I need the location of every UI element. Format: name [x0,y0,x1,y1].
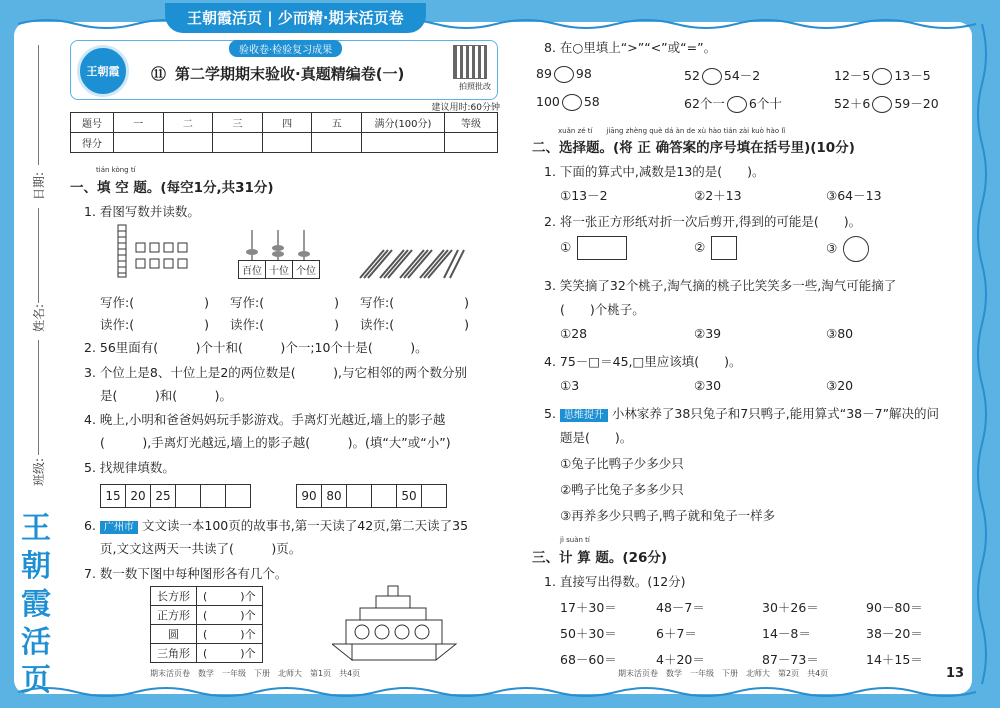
score-cell[interactable] [312,133,362,153]
sec2-pinyin: xuǎn zé tí jiāng zhèng què dá àn de xù hào tián zài kuò hào lǐ [558,127,786,135]
score-cell[interactable] [163,133,213,153]
c5-opt-2[interactable]: ②鸭子比兔子多多少只 [560,482,684,497]
score-cell[interactable] [262,133,312,153]
footer-right: 期末活页卷 数学 一年级 下册 北师大 第2页 共4页 [618,669,829,678]
c3-line1: 3. 笑笑摘了32个桃子,淘气摘的桃子比笑笑多一些,淘气可能摘了 [544,278,897,293]
shape-count-table: 长方形 ( )个 正方形 ( )个 圆 ( )个 三角形 ( )个 [150,586,263,663]
c4-opt-3[interactable]: ③20 [826,378,854,393]
date-label: 日期: [32,171,46,200]
c3-opt-1[interactable]: ①28 [560,326,588,341]
name-line [38,208,39,303]
compare-item: 52＋6 59－20 [834,96,939,111]
compare-item: 62个一 6个十 [684,96,782,111]
q3-line2: 是( )和( )。 [100,388,233,403]
q8-text: 8. 在○里填上“>”“<”或“=”。 [544,40,717,55]
calc-question: 1. 直接写出得数。(12分) [544,574,686,589]
calc-item[interactable]: 6＋7＝ [656,626,697,641]
section-3-title: 三、计 算 题。(26分) [532,550,668,566]
c5-opt-1[interactable]: ①兔子比鸭子少多少只 [560,456,684,471]
score-cell[interactable] [362,133,445,153]
c4-opt-2[interactable]: ②30 [694,378,722,393]
q7-text: 7. 数一数下图中每种图形各有几个。 [84,566,288,581]
section-1-title: 一、填 空 题。(每空1分,共31分) [70,180,274,196]
c5-line1: 5. 思维提升 小林家养了38只兔子和7只鸭子,能用算式“38－7”解决的问 [544,406,940,421]
counting-rods [238,228,318,262]
rectangle-shape [577,236,627,260]
q4-line2: ( ),手离灯光越远,墙上的影子越( )。(填“大”或“小”) [100,435,451,450]
c4-question: 4. 75－□＝45,□里应该填( )。 [544,354,742,369]
calc-item[interactable]: 14－8＝ [762,626,811,641]
compare-item: 89 98 [536,66,592,81]
c3-line2: ( )个桃子。 [560,302,645,317]
q1-text: 1. 看图写数并读数。 [84,204,200,219]
brand-logo: 王朝霞 [77,45,129,97]
score-table: 题号 一 二 三 四 五 满分(100分) 等级 得分 [70,112,498,153]
calc-item[interactable]: 87－73＝ [762,652,819,667]
c1-question: 1. 下面的算式中,减数是13的是( )。 [544,164,765,179]
score-cell[interactable] [445,133,498,153]
ship-figure [332,584,458,664]
c3-opt-3[interactable]: ③80 [826,326,854,341]
exam-number: ⑪ [151,65,167,83]
left-page [70,38,500,678]
calc-item[interactable]: 68－60＝ [560,652,617,667]
q1-write-3: 写作:( ) [360,295,469,310]
exam-title: 第二学期期末验收·真题精编卷(一) [175,65,405,83]
calc-item[interactable]: 4＋20＝ [656,652,705,667]
q4-line1: 4. 晚上,小明和爸爸妈妈玩手影游戏。手离灯光越近,墙上的影子越 [84,412,446,427]
base-ten-blocks [114,223,224,281]
q1-read-1: 读作:( ) [100,317,209,332]
c2-opt-2[interactable]: ② [694,236,737,260]
q1-write-2: 写作:( ) [230,295,339,310]
compare-item: 12－5 13－5 [834,68,931,83]
brand-banner: 王朝霞活页 | 少而精·期末活页卷 [165,3,426,33]
class-line [38,340,39,455]
c1-opt-3[interactable]: ③64－13 [826,188,882,203]
thinking-tag: 思维提升 [560,409,608,422]
q1-write-1: 写作:( ) [100,295,209,310]
name-label: 姓名: [32,303,46,332]
score-cell[interactable] [114,133,164,153]
page-number: 13 [946,666,965,681]
date-line [38,45,39,165]
right-page [532,32,972,682]
suggested-time: 建议用时:60分钟 [431,103,500,113]
region-tag: 广州市 [100,521,138,534]
c4-opt-1[interactable]: ①3 [560,378,580,393]
c2-question: 2. 将一张正方形纸对折一次后剪开,得到的可能是( )。 [544,214,862,229]
calc-item[interactable]: 14＋15＝ [866,652,923,667]
q6-line2: 页,文文这两天一共读了( )页。 [100,541,302,556]
c2-opt-1[interactable]: ① [560,236,627,260]
q1-read-3: 读作:( ) [360,317,469,332]
calc-item[interactable]: 17＋30＝ [560,600,617,615]
sequence-2: 90 80 50 [296,484,447,508]
calc-item[interactable]: 30＋26＝ [762,600,819,615]
q5-text: 5. 找规律填数。 [84,460,175,475]
compare-item: 52 54－2 [684,68,761,83]
calc-item[interactable]: 48－7＝ [656,600,705,615]
score-cell[interactable] [213,133,263,153]
sec3-pinyin: jì suàn tí [560,536,590,544]
qr-label: 拍照批改 [459,82,491,91]
footer-left: 期末活页卷 数学 一年级 下册 北师大 第1页 共4页 [150,669,361,678]
exam-header [70,40,498,100]
stick-bundles [358,244,468,282]
class-label: 班级: [32,457,46,486]
brand-vertical: 王 朝 霞 活 页 [21,511,51,698]
sec1-pinyin: tián kòng tí [96,166,136,174]
section-2-title: 二、选择题。(将 正 确答案的序号填在括号里)(10分) [532,140,855,156]
q3-line1: 3. 个位上是8、十位上是2的两位数是( ),与它相邻的两个数分别 [84,365,468,380]
c2-opt-3[interactable]: ③ [826,236,869,262]
qr-code[interactable] [453,45,487,79]
c5-line2: 题是( )。 [560,430,633,445]
place-value-table: 百位 十位 个位 [238,260,320,279]
calc-item[interactable]: 90－80＝ [866,600,923,615]
calc-item[interactable]: 38－20＝ [866,626,923,641]
q1-read-2: 读作:( ) [230,317,339,332]
q6-line1: 6. 广州市 文文读一本100页的故事书,第一天读了42页,第二天读了35 [84,518,469,533]
c3-opt-2[interactable]: ②39 [694,326,722,341]
circle-shape [843,236,869,262]
c5-opt-3[interactable]: ③再养多少只鸭子,鸭子就和兔子一样多 [560,508,776,523]
sequence-1: 15 20 25 [100,484,251,508]
calc-item[interactable]: 50＋30＝ [560,626,617,641]
header-badge: 验收卷·检验复习成果 [229,40,342,57]
square-shape [711,236,737,260]
compare-item: 100 58 [536,94,600,109]
c1-opt-2[interactable]: ②2＋13 [694,188,742,203]
q2-text: 2. 56里面有( )个十和( )个一;10个十是( )。 [84,340,428,355]
c1-opt-1[interactable]: ①13－2 [560,188,608,203]
